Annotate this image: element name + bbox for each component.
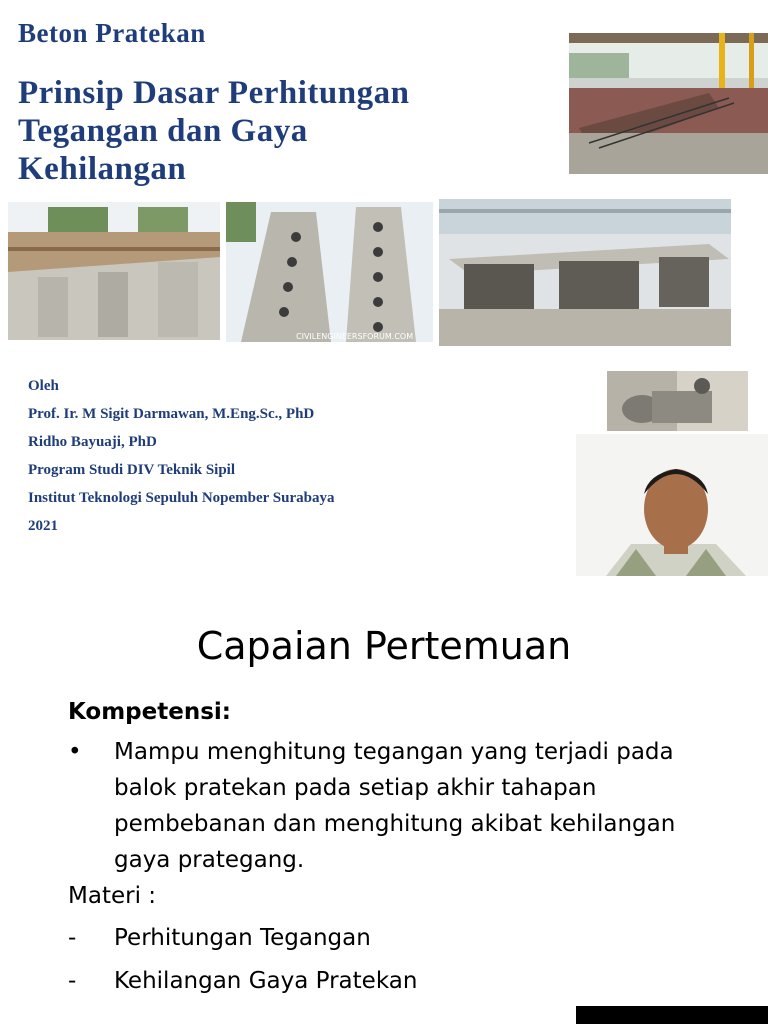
materi-item-text: Kehilangan Gaya Pratekan xyxy=(114,968,418,994)
precast-factory-photo xyxy=(569,33,768,174)
presenter-image xyxy=(576,434,768,576)
credit-line: Ridho Bayuaji, PhD xyxy=(28,434,157,450)
competence-heading: Kompetensi: xyxy=(68,699,231,725)
materi-item-text: Perhitungan Tegangan xyxy=(114,925,371,951)
materi-item xyxy=(68,920,728,956)
competence-text: Mampu menghitung tegangan yang terjadi pada balok pratekan pada setiap akhir tahapan pembebanan dan menghitung akibat kehilangan gaya prategang. xyxy=(114,739,676,873)
bullet-marker: • xyxy=(68,739,82,765)
dash-marker: - xyxy=(68,925,77,951)
credit-line: Oleh xyxy=(28,378,59,394)
credit-line: Program Studi DIV Teknik Sipil xyxy=(28,462,236,478)
anchor-closeup-photo xyxy=(607,371,748,431)
main-title-line: Prinsip Dasar Perhitungan xyxy=(18,75,410,111)
main-title-line: Kehilangan xyxy=(18,151,187,187)
materi-heading: Materi : xyxy=(68,883,157,909)
subject-title: Beton Pratekan xyxy=(18,18,206,48)
section-body xyxy=(68,694,728,999)
main-title-line: Tegangan dan Gaya xyxy=(18,113,308,149)
author-credits xyxy=(28,372,334,540)
anchorage-photo xyxy=(226,202,433,342)
anchor-closeup-image xyxy=(607,371,748,431)
anchorage-image xyxy=(226,202,433,342)
materi-item xyxy=(68,963,728,999)
presenter-webcam xyxy=(576,434,768,576)
credit-line: Prof. Ir. M Sigit Darmawan, M.Eng.Sc., PhD xyxy=(28,406,315,422)
credit-line: Institut Teknologi Sepuluh Nopember Surabaya xyxy=(28,490,335,506)
credit-line: 2021 xyxy=(28,518,58,534)
girders-photo xyxy=(8,202,220,340)
box-girder-photo xyxy=(439,199,731,346)
box-girder-image xyxy=(439,199,731,346)
photo-watermark: CIVILENGINEERSFORUM.COM xyxy=(296,332,414,341)
competence-item xyxy=(68,734,728,878)
precast-factory-image xyxy=(569,33,768,174)
dash-marker: - xyxy=(68,968,77,994)
main-title xyxy=(18,74,558,188)
bottom-black-bar xyxy=(576,1006,768,1024)
girders-image xyxy=(8,202,220,340)
section-title: Capaian Pertemuan xyxy=(196,624,572,668)
